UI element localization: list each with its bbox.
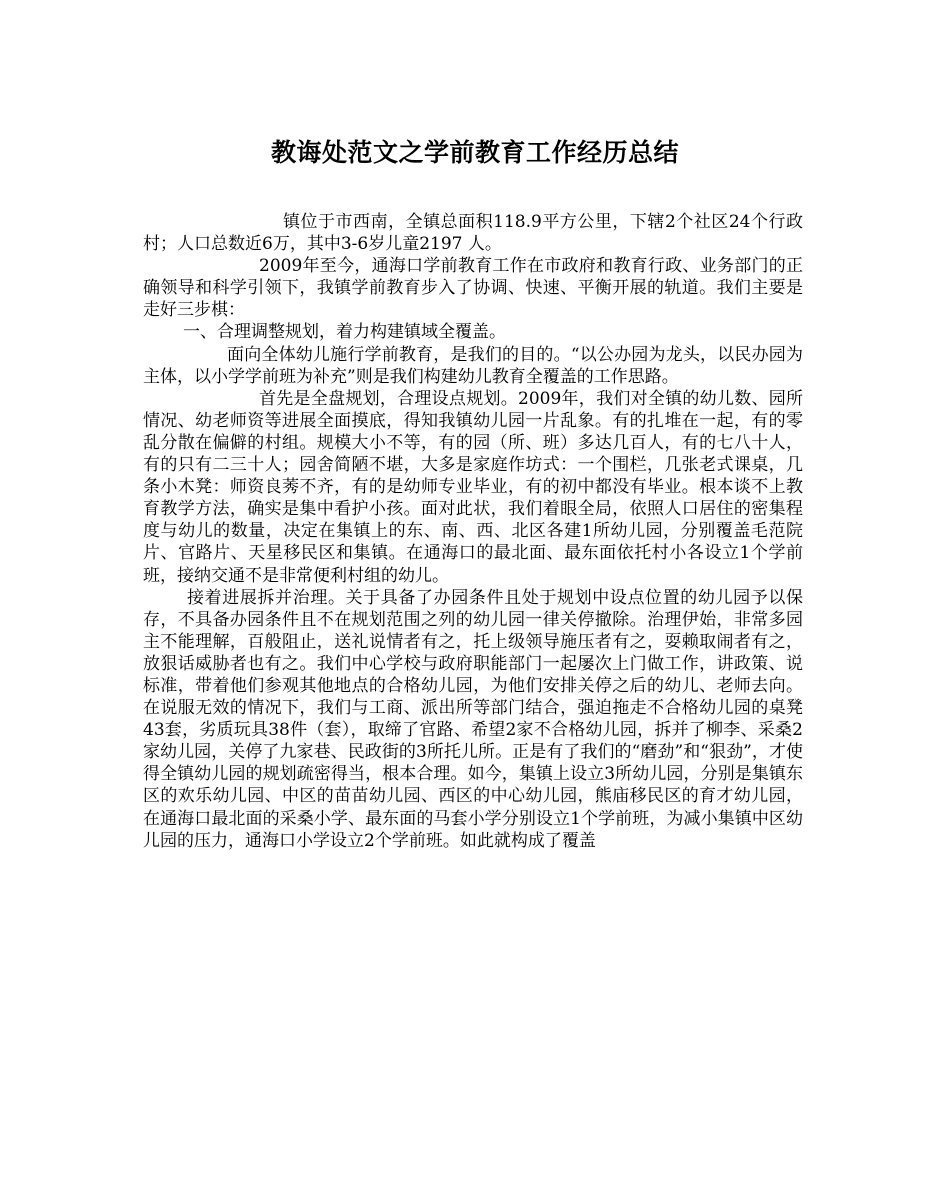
paragraph-overview: 2009年至今，通海口学前教育工作在市政府和教育行政、业务部门的正确领导和科学引领下，我镇学前教育步入了协调、快速、平衡开展的轨道。我们主要是走好三步棋： xyxy=(143,256,803,321)
paragraph-consolidation: 接着进展拆并治理。关于具备了办园条件且处于规划中设点位置的幼儿园予以保存，不具备办园条件且不在规划范围之列的幼儿园一律关停撤除。治理伊始，非常多园主不能理解，百般阻止，送礼说情者有之，托上级领导施压者有之，耍赖取闹者有之，放狠话威胁者也有之。我们中心学校与政府职能部门一起屡次上门做工作，讲政策、说标准，带着他们参观其他地点的合格幼儿园，为他们安排关停之后的幼儿、老师去向。在说服无效的情况下，我们与工商、派出所等部门结合，强迫拖走不合格幼儿园的桌凳43套，劣质玩具38件（套），取缔了官路、希望2家不合格幼儿园，拆并了柳李、采桑2家幼儿园，关停了九家巷、民政街的3所托儿所。正是有了我们的“磨劲”和“狠劲”，才使得全镇幼儿园的规划疏密得当，根本合理。如今，集镇上设立3所幼儿园，分别是集镇东区的欢乐幼儿园、中区的苗苗幼儿园、西区的中心幼儿园，熊庙移民区的育才幼儿园，在通海口最北面的采桑小学、最东面的马套小学分别设立1个学前班，为减小集镇中区幼儿园的压力，通海口小学设立2个学前班。如此就构成了覆盖 xyxy=(143,587,803,851)
paragraph-intro: 镇位于市西南，全镇总面积118.9平方公里，下辖2个社区24个行政村；人口总数近6万，其中3-6岁儿童2197 人。 xyxy=(143,212,803,255)
paragraph-planning: 首先是全盘规划，合理设点规划。2009年，我们对全镇的幼儿数、园所情况、幼老师资等进展全面摸底，得知我镇幼儿园一片乱象。有的扎堆在一起，有的零乱分散在偏僻的村组。规模大小不等，有的园（所、班）多达几百人，有的七八十人，有的只有二三十人；园舍简陋不堪，大多是家庭作坊式：一个围栏，几张老式课桌，几条小木凳：师资良莠不齐，有的是幼师专业毕业，有的初中都没有毕业。根本谈不上教育教学方法，确实是集中看护小孩。面对此状，我们着眼全局，依照人口居住的密集程度与幼儿的数量，决定在集镇上的东、南、西、北区各建1所幼儿园，分别覆盖毛范院片、官路片、天星移民区和集镇。在通海口的最北面、最东面依托村小各设立1个学前班，接纳交通不是非常便利村组的幼儿。 xyxy=(143,388,803,586)
section-heading: 一、合理调整规划，着力构建镇域全覆盖。 xyxy=(183,322,506,343)
paragraph-goal: 面向全体幼儿施行学前教育，是我们的目的。“以公办园为龙头，以民办园为主体，以小学学前班为补充”则是我们构建幼儿教育全覆盖的工作思路。 xyxy=(143,344,803,387)
document-body xyxy=(143,211,803,852)
document-title: 教诲处范文之学前教育工作经历总结 xyxy=(270,138,679,167)
